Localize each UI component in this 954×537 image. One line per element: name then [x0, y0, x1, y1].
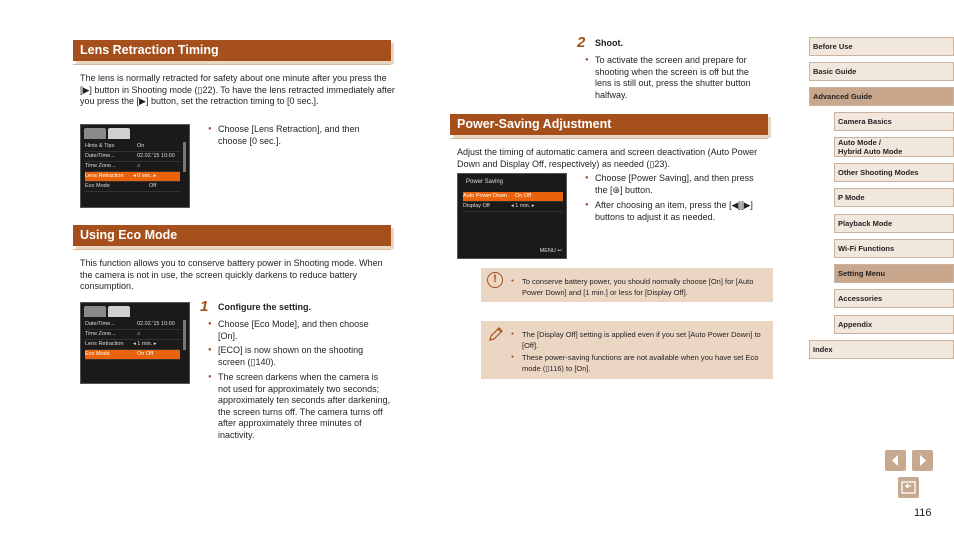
nav-accessories[interactable]: Accessories: [834, 289, 954, 308]
screen-title: Power Saving: [466, 179, 504, 185]
nav-playback-mode[interactable]: Playback Mode: [834, 214, 954, 233]
screen-row: Hints & Tips On: [85, 142, 180, 152]
note-item: ● These power-saving functions are not available when you have set Eco mode (▯116) to [On].: [511, 352, 763, 374]
screen-row: Time Zone... ⌂: [85, 330, 180, 340]
nav-p-mode[interactable]: P Mode: [834, 188, 954, 207]
section-heading-power-saving: Power-Saving Adjustment: [450, 114, 768, 135]
settings-tab-icon: [108, 128, 130, 139]
nav-camera-basics[interactable]: Camera Basics: [834, 112, 954, 131]
lens-retraction-intro: The lens is normally retracted for safety about one minute after you press the [▶] button in Shooting mode (▯22). To have the lens retracted immediately after you press the [▶] button, set the retraction timing to [0 sec.].: [80, 73, 395, 106]
shoot-bullet: ● To activate the screen and prepare for shooting when the screen is off but the lens is still out, press the shutter button halfway.: [585, 55, 765, 101]
nav-other-shooting-modes[interactable]: Other Shooting Modes: [834, 163, 954, 182]
nav-auto-mode-line2: Hybrid Auto Mode: [838, 146, 903, 156]
page-number: 116: [914, 507, 932, 519]
nav-index[interactable]: Index: [809, 340, 954, 359]
step-title-shoot: Shoot.: [595, 38, 623, 48]
pencil-icon: [487, 325, 505, 343]
return-arrow-icon: [898, 477, 919, 498]
screen-row-selected: Lens Retraction ◂ 0 sec. ▸: [85, 172, 180, 182]
caution-text: ● To conserve battery power, you should normally choose [On] for [Auto Power Down] and [1 min.] or less for [Display Off].: [511, 276, 763, 298]
notes-box: [481, 321, 773, 379]
screen-row: Date/Time... 02.02.'15 10:00: [85, 320, 180, 330]
caution-box: [481, 268, 773, 302]
camera-screen-eco-mode: [80, 302, 190, 384]
screen-scrollbar: [183, 142, 186, 172]
screen-row-selected: Auto Power Down On Off: [463, 192, 563, 202]
screen-scrollbar: [183, 320, 186, 350]
eco-mode-intro: This function allows you to conserve battery power in Shooting mode. When the camera is not in use, the screen quickly darkens to reduce battery consumption.: [80, 258, 383, 291]
step-number-2: 2: [577, 34, 586, 51]
camera-screen-power-saving: [457, 173, 567, 259]
screen-row: Lens Retraction ◂ 1 min. ▸: [85, 340, 180, 350]
power-saving-bullet-2: ● After choosing an item, press the [◀][▶] buttons to adjust it as needed.: [585, 200, 767, 223]
nav-appendix[interactable]: Appendix: [834, 315, 954, 334]
prev-page-button[interactable]: [885, 450, 906, 471]
arrow-right-icon: [912, 450, 933, 471]
next-page-button[interactable]: [912, 450, 933, 471]
eco-bullet-3: ● The screen darkens when the camera is not used for approximately two seconds; approximately ten seconds after darkening, the screen turns off. The camera turns off after approximately three minutes of inactivity.: [208, 372, 392, 441]
section-heading-lens-retraction: Lens Retraction Timing: [73, 40, 391, 61]
arrow-left-icon: [885, 450, 906, 471]
return-button[interactable]: [898, 477, 919, 498]
nav-before-use[interactable]: Before Use: [809, 37, 954, 56]
power-saving-bullet-1: ● Choose [Power Saving], and then press the [⊛] button.: [585, 173, 767, 196]
eco-bullet-2: ● [ECO] is now shown on the shooting screen (▯140).: [208, 345, 388, 368]
camera-screen-lens-retraction: [80, 124, 190, 208]
step-title-configure: Configure the setting.: [218, 302, 311, 312]
screen-row: Time Zone... ⌂: [85, 162, 180, 172]
lens-retraction-bullet: ● Choose [Lens Retraction], and then choose [0 sec.].: [208, 124, 388, 147]
settings-tab-icon: [108, 306, 130, 317]
nav-setting-menu[interactable]: Setting Menu: [834, 264, 954, 283]
nav-basic-guide[interactable]: Basic Guide: [809, 62, 954, 81]
screen-row: Date/Time... 02.02.'15 10:00: [85, 152, 180, 162]
nav-auto-mode-line1: Auto Mode /: [838, 138, 881, 147]
step-number-1: 1: [200, 298, 209, 315]
note-item: ● The [Display Off] setting is applied even if you set [Auto Power Down] to [Off].: [511, 329, 763, 351]
screen-row-selected: Eco Mode On Off: [85, 350, 180, 360]
power-saving-intro: Adjust the timing of automatic camera and screen deactivation (Auto Power Down and Display Off, respectively) as needed (▯23).: [457, 147, 758, 169]
menu-back-icon: MENU ↩: [539, 248, 562, 254]
section-heading-eco-mode: Using Eco Mode: [73, 225, 391, 246]
eco-bullet-1: ● Choose [Eco Mode], and then choose [On].: [208, 319, 388, 342]
nav-wifi-functions[interactable]: Wi-Fi Functions: [834, 239, 954, 258]
screen-row: Display Off ◂ 1 min. ▸: [463, 202, 563, 212]
screen-row: Eco Mode Off: [85, 182, 180, 192]
caution-icon: !: [487, 272, 503, 288]
nav-auto-mode[interactable]: [834, 137, 954, 157]
camera-tab-icon: [84, 128, 106, 139]
nav-advanced-guide[interactable]: Advanced Guide: [809, 87, 954, 106]
camera-tab-icon: [84, 306, 106, 317]
